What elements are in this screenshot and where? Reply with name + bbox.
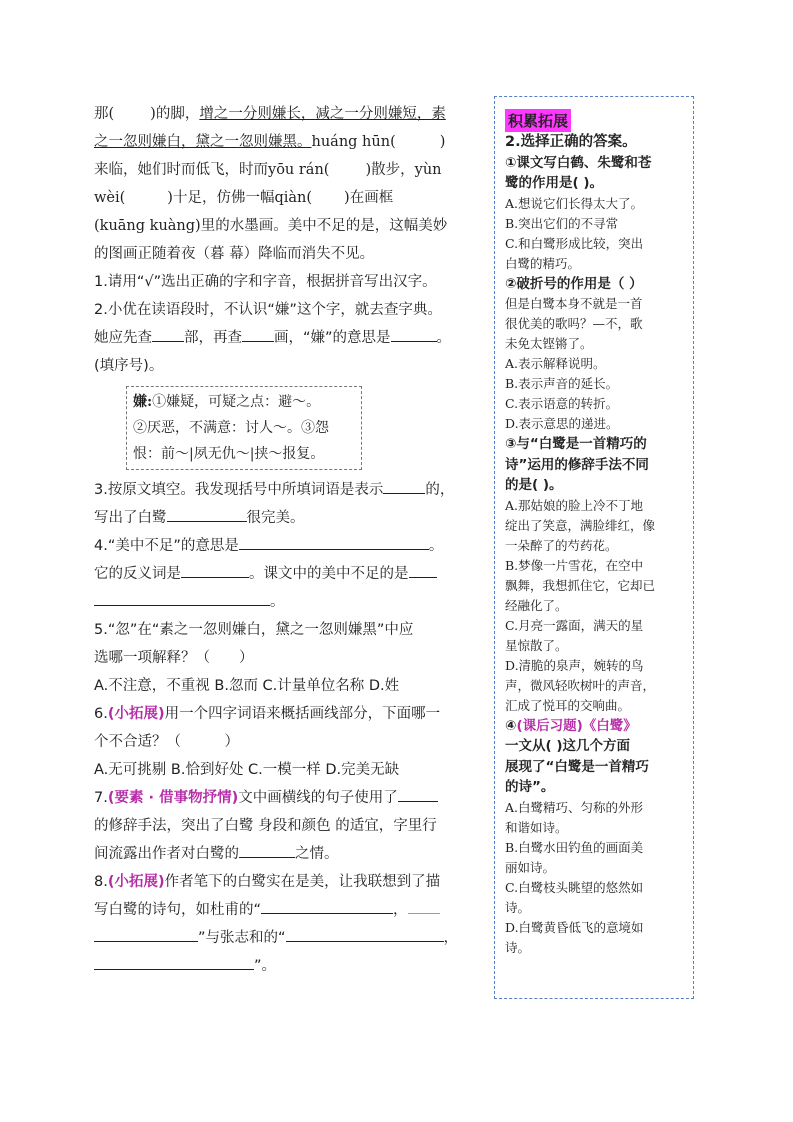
passage-text: )在画框: [344, 190, 394, 206]
sidebar-option[interactable]: D.表示意思的递进。: [505, 416, 619, 431]
question-6: [94, 700, 492, 728]
answer-blank[interactable]: [261, 897, 393, 914]
answer-blank[interactable]: [286, 925, 444, 942]
q-text: 它的反义词是: [94, 566, 181, 582]
left-column: [94, 100, 492, 980]
q-text: 作者笔下的白鹭实在是美，让我联想到了描: [164, 874, 441, 890]
passage-text: 那(: [94, 106, 115, 122]
q-text: ”。: [254, 958, 277, 974]
question-8-line: [94, 896, 492, 924]
question-7-line: [94, 840, 492, 868]
answer-blank[interactable]: [152, 325, 184, 342]
q-text: 。: [436, 330, 452, 346]
q-text: 她应先查: [94, 330, 152, 346]
sidebar-option-cont: 和谐如诗。: [505, 819, 568, 835]
sidebar-option[interactable]: A.想说它们长得太大了。: [505, 195, 644, 211]
sidebar-quote: 但是白鹭本身不就是一首: [505, 296, 643, 311]
sidebar-quote: 很优美的歌吗？—不，歌: [505, 316, 643, 331]
dict-definition: 恨：前～|夙无仇～|挟～报复。: [133, 446, 325, 462]
pinyin: (kuāng kuàng): [94, 218, 201, 234]
sidebar-option[interactable]: B.表示声音的延长。: [505, 376, 619, 391]
q-text: 部，再查: [184, 330, 242, 346]
sidebar-option[interactable]: C.和白鹭形成比较，突出: [505, 235, 644, 251]
answer-blank[interactable]: [242, 325, 274, 342]
pinyin: qiàn(: [274, 190, 313, 206]
answer-blank[interactable]: [408, 897, 440, 914]
passage-text: )散步，: [365, 162, 415, 178]
question-8: [94, 868, 492, 896]
pinyin: yùn: [414, 162, 442, 178]
dict-headword: 嫌:: [133, 394, 153, 410]
sidebar-option[interactable]: D.清脆的泉声，婉转的鸟: [505, 657, 644, 673]
sidebar-question: ③与“白鹭是一首精巧的: [505, 436, 647, 452]
sidebar-option-cont: 诗。: [505, 899, 531, 915]
answer-blank[interactable]: [391, 325, 437, 342]
answer-blank[interactable]: [167, 505, 247, 522]
sidebar-option-cont: 经融化了。: [505, 597, 568, 613]
dictionary-box: [126, 386, 362, 470]
sidebar-option-cont: 声，微风轻吹树叶的声音，: [505, 677, 656, 693]
sidebar-question: ②破折号的作用是（ ）: [505, 275, 643, 292]
q-text: ，: [393, 902, 408, 918]
sidebar-question: 的是( )。: [505, 477, 563, 493]
pinyin: huáng hūn(: [311, 134, 396, 150]
answer-blank[interactable]: [94, 925, 198, 942]
question-5-options: A.不注意，不重视 B.忽而 C.计量单位名称 D.姓: [94, 678, 400, 694]
q-text: 用一个四字词语来概括画线部分，下面哪一: [164, 706, 441, 722]
q-tag: (要素 · 借事物抒情): [107, 790, 239, 806]
question-1: 1.请用“√”选出正确的字和字音，根据拼音写出汉字。: [94, 274, 437, 290]
answer-blank[interactable]: [181, 561, 249, 578]
q-text: 的，: [425, 482, 455, 498]
q-text: 之情。: [295, 846, 339, 862]
q-tag: (小拓展): [107, 706, 165, 722]
q-number: 7.: [94, 790, 108, 806]
question-7: [94, 784, 492, 812]
passage-line: [94, 240, 492, 268]
accumulation-sidebar: [494, 96, 694, 999]
dict-definition: ①嫌疑，可疑之点：避～。: [152, 394, 321, 410]
sidebar-question: 鹭的作用是( )。: [505, 175, 604, 191]
question-6-options: A.无可挑剔 B.恰到好处 C.一模一样 D.完美无缺: [94, 762, 400, 778]
question-5: 5.“忽”在“素之一忽则嫌白，黛之一忽则嫌黑”中应: [94, 622, 414, 638]
sidebar-option-cont: 一朵醉了的芍药花。: [505, 537, 618, 553]
book-title: 《白鹭》: [582, 717, 637, 734]
pinyin: wèi(: [94, 190, 126, 206]
sidebar-option[interactable]: B.白鹭水田钓鱼的画面美: [505, 839, 644, 855]
sidebar-question: ①课文写白鹤、朱鹭和苍: [505, 154, 652, 171]
passage-line: [94, 184, 492, 212]
passage-line: [94, 156, 492, 184]
sidebar-question: 的诗”。: [505, 779, 555, 795]
sidebar-option-cont: 白鹭的精巧。: [505, 255, 581, 271]
sidebar-question: 一文从( )这几个方面: [505, 738, 631, 754]
passage-line: [94, 100, 492, 128]
q-text: 。: [428, 538, 444, 554]
answer-blank[interactable]: [94, 589, 270, 606]
question-2-note: (填序号)。: [94, 358, 164, 374]
sidebar-question: 展现了“白鹭是一首精巧: [505, 758, 649, 775]
sidebar-option[interactable]: B.梦像一片雪花，在空中: [505, 557, 644, 573]
question-2-line: [94, 324, 492, 352]
question-8-line: [94, 952, 492, 980]
sidebar-option-cont: 丽如诗。: [505, 859, 556, 875]
q-text: 间流露出作者对白鹭的: [94, 846, 239, 862]
q-tag: (小拓展): [107, 874, 165, 890]
sidebar-option[interactable]: D.白鹭黄昏低飞的意境如: [505, 919, 644, 935]
answer-blank[interactable]: [383, 477, 425, 494]
question-3-line: [94, 504, 492, 532]
question-5-line: 选哪一项解释？（ ）: [94, 650, 254, 666]
sidebar-option[interactable]: A.白鹭精巧、匀称的外形: [505, 799, 644, 815]
underlined-sentence: 增之一分则嫌长，减之一分则嫌短，素: [199, 106, 446, 122]
sidebar-option[interactable]: B.突出它们的不寻常: [505, 215, 619, 231]
question-2: 2.小优在读语段时，不认识“嫌”这个字，就去查字典。: [94, 302, 442, 318]
passage-text: 里的水墨画。美中不足的是，这幅美妙: [200, 218, 448, 234]
underlined-sentence: 之一忽则嫌白，黛之一忽则嫌黑。: [94, 134, 312, 150]
passage-text: )十足，仿佛一幅: [167, 190, 275, 206]
question-6-line: 个不合适？（ ）: [94, 734, 239, 750]
answer-blank[interactable]: [409, 561, 437, 578]
q-tag: (课后习题): [516, 717, 583, 734]
q-number: 8.: [94, 874, 108, 890]
q-text: 写出了白鹭: [94, 510, 167, 526]
answer-blank[interactable]: [94, 953, 254, 970]
answer-blank[interactable]: [239, 841, 295, 858]
passage-text: )的脚，: [150, 106, 200, 122]
question-7-line: 的修辞手法，突出了白鹭 身段和颜色 的适宜，字里行: [94, 818, 437, 834]
question-4-line: [94, 560, 492, 588]
q-text: 4.“美中不足”的意思是: [94, 538, 239, 554]
sidebar-title: 积累拓展: [505, 109, 571, 132]
passage-line: [94, 212, 492, 240]
sidebar-option[interactable]: C.表示语意的转折。: [505, 396, 619, 411]
answer-blank[interactable]: [398, 785, 438, 802]
q-number: 6.: [94, 706, 108, 722]
question-4-line: [94, 588, 492, 616]
question-3: [94, 476, 492, 504]
dict-definition: ②厌恶，不满意：讨人～。③怨: [133, 420, 329, 436]
sidebar-option-cont: 绽出了笑意，满脸绯红，像: [505, 517, 656, 533]
q-text: 写白鹭的诗句，如杜甫的“: [94, 902, 262, 918]
answer-blank[interactable]: [239, 533, 429, 550]
passage-line: [94, 128, 492, 156]
q-text: ”与张志和的“: [198, 930, 286, 946]
sidebar-option[interactable]: A.那姑娘的脸上冷不丁地: [505, 497, 644, 513]
q-text: 文中画横线的句子使用了: [238, 790, 398, 806]
sidebar-option[interactable]: C.白鹭枝头眺望的悠然如: [505, 879, 644, 895]
q-text: 。课文中的美中不足的是: [249, 566, 409, 582]
passage-text: 的图画正随着夜（暮 幕）降临而消失不见。: [94, 246, 375, 262]
sidebar-question: 诗”运用的修辞手法不同: [505, 456, 649, 473]
q-text: 很完美。: [246, 510, 305, 526]
q-number: ④: [505, 717, 517, 734]
sidebar-question: [505, 716, 685, 737]
sidebar-option[interactable]: A.表示解释说明。: [505, 356, 606, 371]
passage-text: 来临，她们时而低飞，时而: [94, 162, 268, 178]
q-text: ，: [443, 930, 459, 946]
passage-text: ): [439, 134, 446, 150]
question-8-line: [94, 924, 492, 952]
sidebar-option-cont: 诗。: [505, 939, 531, 955]
sidebar-option-cont: 飘舞，我想抓住它，它却已: [505, 577, 656, 593]
sidebar-heading: 2.选择正确的答案。: [505, 134, 637, 150]
q-text: 画，“嫌”的意思是: [274, 330, 391, 346]
sidebar-option-cont: 星惊散了。: [505, 637, 568, 653]
q-text: 。: [270, 594, 285, 610]
sidebar-option[interactable]: C.月亮一露面，满天的星: [505, 617, 644, 633]
pinyin: yōu rán(: [268, 162, 330, 178]
sidebar-quote: 未免太铿锵了。: [505, 336, 593, 351]
q-text: 3.按原文填空。我发现括号中所填词语是表示: [94, 482, 384, 498]
question-4: [94, 532, 492, 560]
sidebar-option-cont: 汇成了悦耳的交响曲。: [505, 697, 631, 713]
